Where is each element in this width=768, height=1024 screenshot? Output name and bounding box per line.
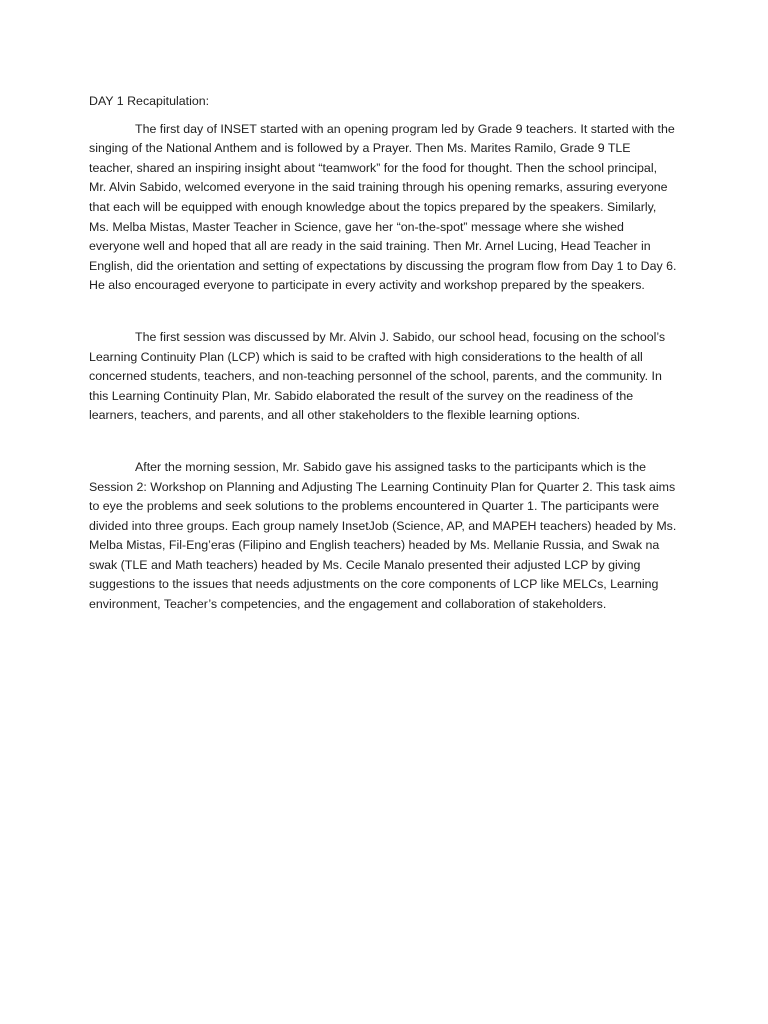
paragraph-opening-program: The first day of INSET started with an opening program led by Grade 9 teachers. It started with the singing of the National Anthem and is followed by a Prayer. Then Ms. Marites Ramilo, Grade 9 TLE teacher, shared an inspiring insight about “teamwork” for the food for thought. Then the school principal, Mr. Alvin Sabido, welcomed everyone in the said training through his opening remarks, assuring everyone that each will be equipped with enough knowledge about the topics prepared by the speakers. Similarly, Ms. Melba Mistas, Master Teacher in Science, gave her “on-the-spot” message where she wished everyone well and hoped that all are ready in the said training. Then Mr. Arnel Lucing, Head Teacher in English, did the orientation and setting of expectations by discussing the program flow from Day 1 to Day 6. He also encouraged everyone to participate in every activity and workshop prepared by the speakers. <box>89 121 677 293</box>
document-body <box>89 92 677 615</box>
paragraph-workshop: After the morning session, Mr. Sabido gave his assigned tasks to the participants which is the Session 2: Workshop on Planning and Adjusting The Learning Continuity Plan for Quarter 2. This task aims to eye the problems and seek solutions to the problems encountered in Quarter 1. The participants were divided into three groups. Each group namely InsetJob (Science, AP, and MAPEH teachers) headed by Ms. Melba Mistas, Fil-Eng’eras (Filipino and English teachers) headed by Ms. Mellanie Russia, and Swak na swak (TLE and Math teachers) headed by Ms. Cecile Manalo presented their adjusted LCP by giving suggestions to the issues that needs adjustments on the core components of LCP like MELCs, Learning environment, Teacher’s competencies, and the engagement and collaboration of stakeholders. <box>89 459 677 612</box>
paragraph-first-session: The first session was discussed by Mr. Alvin J. Sabido, our school head, focusing on the school’s Learning Continuity Plan (LCP) which is said to be crafted with high considerations to the health of all concerned students, teachers, and non-teaching personnel of the school, parents, and the community. In this Learning Continuity Plan, Mr. Sabido elaborated the result of the survey on the readiness of the learners, teachers, and parents, and all other stakeholders to the flexible learning options. <box>89 329 666 423</box>
document-heading: DAY 1 Recapitulation: <box>89 94 210 108</box>
